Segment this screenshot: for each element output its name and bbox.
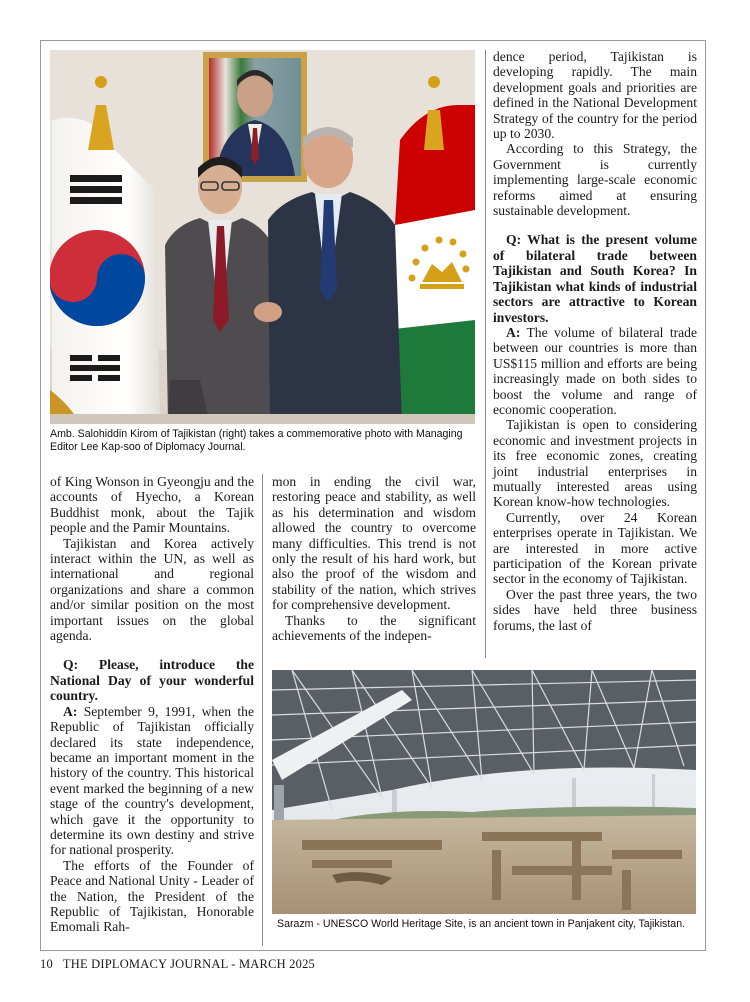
- col1-paragraph-2: Tajikistan and Korea actively interact within the UN, as well as international and regional organizations and share a common and/or similar position on the most important issues on the global agenda.: [50, 535, 254, 644]
- col2-paragraph-2: Thanks to the significant achievements of the indepen-: [272, 612, 476, 644]
- col3-answer-label: A:: [506, 324, 521, 340]
- col3-answer-text: The volume of bilateral trade between our countries is more than US$115 million and efforts are being increasingly made on both sides to boost the volume and range of economic cooperation.: [493, 324, 697, 417]
- col1-answer: [50, 704, 254, 858]
- col1-paragraph-4: The efforts of the Founder of Peace and National Unity - Leader of the Nation, the President of the Republic of Tajikistan, Honorable Emomali Rah-: [50, 857, 254, 935]
- column-right: [493, 49, 697, 633]
- photo-caption-bottom: Sarazm - UNESCO World Heritage Site, is an ancient town in Panjakent city, Tajikistan.: [277, 918, 686, 930]
- col3-paragraph-1: dence period, Tajikistan is developing rapidly. The main development goals and priorities are defined in the National Development Strategy of the country for the period up to 2030.: [493, 49, 697, 142]
- column-divider-right: [485, 50, 486, 658]
- col2-paragraph-1: mon in ending the civil war, restoring peace and stability, as well as his determination and wisdom allowed the country to overcome many difficulties. This trend is not only the result of his hard work, but also the proof of the wisdom and stability of the nation, which strives for comprehensive development.: [272, 474, 476, 613]
- photo-caption-top: Amb. Salohiddin Kirom of Tajikistan (right) takes a commemorative photo with Managing Editor Lee Kap-soo of Diplomacy Journal.: [50, 428, 463, 453]
- col3-question: Q: What is the present volume of bilateral trade between Tajikistan and South Korea? In Tajikistan what kinds of industrial sectors are attractive to Korean investors.: [493, 232, 697, 325]
- photo-ambassador-meeting: [50, 50, 475, 424]
- ambassador-photo-illustration: [50, 50, 475, 424]
- col3-paragraph-2: According to this Strategy, the Government is currently implementing large-scale economic reforms aimed at ensuring sustainable development.: [493, 141, 697, 219]
- col1-answer-label: A:: [63, 703, 78, 719]
- publication-name: THE DIPLOMACY JOURNAL - MARCH 2025: [62, 957, 315, 971]
- page-footer: [40, 957, 325, 972]
- col3-paragraph-6: Over the past three years, the two sides have held three business forums, the last of: [493, 586, 697, 633]
- sarazm-photo-illustration: [272, 670, 696, 914]
- column-middle: [272, 474, 476, 643]
- col1-answer-text: September 9, 1991, when the Republic of Tajikistan officially declared its state independence, became an important moment in the history of the country. This historical event marked the beginning of a new stage of the country's development, which gave it the opportunity to determine its own destiny and strive for national prosperity.: [50, 703, 254, 858]
- col3-paragraph-5: Currently, over 24 Korean enterprises operate in Tajikistan. We are interested in more active participation of the Korean private sector in the economy of Tajikistan.: [493, 509, 697, 587]
- col1-paragraph-1: of King Wonson in Gyeongju and the accounts of Hyecho, a Korean Buddhist monk, about the Tajik people and the Pamir Mountains.: [50, 474, 254, 536]
- photo-sarazm-site: [272, 670, 696, 914]
- col1-question: Q: Please, introduce the National Day of your wonderful country.: [50, 657, 254, 704]
- col3-answer: [493, 325, 697, 417]
- column-divider-left: [262, 474, 263, 946]
- page-number: 10: [40, 957, 53, 971]
- column-left: [50, 474, 254, 935]
- col3-paragraph-4: Tajikistan is open to considering economic and investment projects in its free economic zones, creating joint industrial enterprises in mutually interested areas using Korean know-how technologies.: [493, 417, 697, 510]
